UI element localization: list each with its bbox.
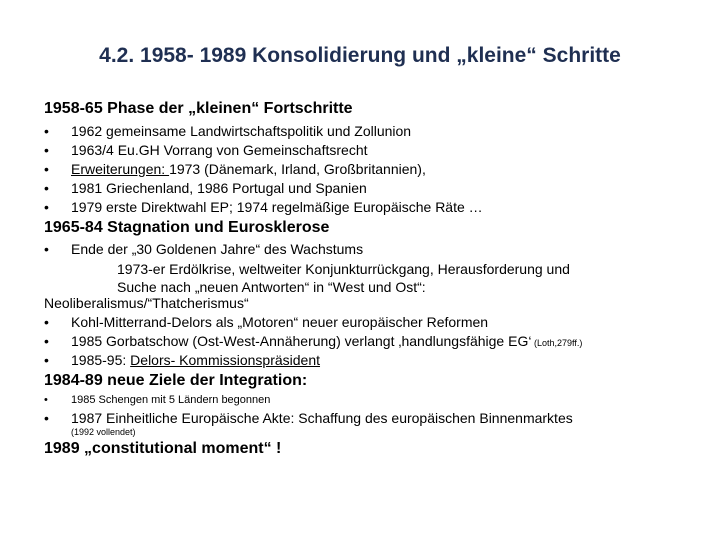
list-item-text <box>71 161 426 177</box>
erweiterungen-text: 1973 (Dänemark, Irland, Großbritannien), <box>169 161 426 177</box>
delors-link: Delors- Kommissionspräsident <box>130 352 321 368</box>
erweiterungen-label: Erweiterungen: <box>71 161 170 177</box>
bullet: • <box>44 142 49 158</box>
slide-title: 4.2. 1958- 1989 Konsolidierung und „kleine“ Schritte <box>99 44 621 67</box>
bullet: • <box>44 352 49 368</box>
list-item-continuation: Suche nach „neuen Antworten“ in “West und Ost“: <box>117 279 426 295</box>
bullet: • <box>44 410 49 426</box>
delors-prefix: 1985-95: <box>71 352 131 368</box>
list-item-text: 1979 erste Direktwahl EP; 1974 regelmäßige Europäische Räte … <box>71 199 483 215</box>
list-item-continuation: Neoliberalismus/“Thatcherismus“ <box>44 295 249 311</box>
bullet: • <box>44 199 49 215</box>
list-item-text: 1963/4 Eu.GH Vorrang von Gemeinschaftsrecht <box>71 142 368 158</box>
list-item-text: Ende der „30 Goldenen Jahre“ des Wachstums <box>71 241 364 257</box>
section-heading-1958-65: 1958-65 Phase der „kleinen“ Fortschritte <box>44 100 353 117</box>
section-heading-1989: 1989 „constitutional moment“ ! <box>44 440 282 457</box>
bullet: • <box>44 180 49 196</box>
list-item-note: (1992 vollendet) <box>71 427 136 437</box>
bullet: • <box>44 123 49 139</box>
bullet: • <box>44 161 49 177</box>
list-item-text: 1985 Schengen mit 5 Ländern begonnen <box>71 394 271 406</box>
list-item-text: Kohl-Mitterrand-Delors als „Motoren“ neuer europäischer Reformen <box>71 314 489 330</box>
bullet: • <box>44 333 49 349</box>
list-item-text: 1981 Griechenland, 1986 Portugal und Spanien <box>71 180 367 196</box>
bullet: • <box>44 314 49 330</box>
section-heading-1984-89: 1984-89 neue Ziele der Integration: <box>44 372 308 389</box>
bullet: • <box>44 241 49 257</box>
list-item-text <box>71 333 582 349</box>
list-item-text <box>71 352 320 368</box>
list-item-text: 1987 Einheitliche Europäische Akte: Schaffung des europäischen Binnenmarktes <box>71 410 573 426</box>
list-item-text: 1962 gemeinsame Landwirtschaftspolitik und Zollunion <box>71 123 412 139</box>
bullet: • <box>44 394 48 406</box>
list-item-continuation: 1973-er Erdölkrise, weltweiter Konjunkturrückgang, Herausforderung und <box>117 261 570 277</box>
gorbatschow-text: 1985 Gorbatschow (Ost-West-Annäherung) verlangt ‚handlungsfähige EG‘ <box>71 333 532 349</box>
section-heading-1965-84: 1965-84 Stagnation und Eurosklerose <box>44 219 330 236</box>
citation: (Loth,279ff.) <box>531 338 583 348</box>
